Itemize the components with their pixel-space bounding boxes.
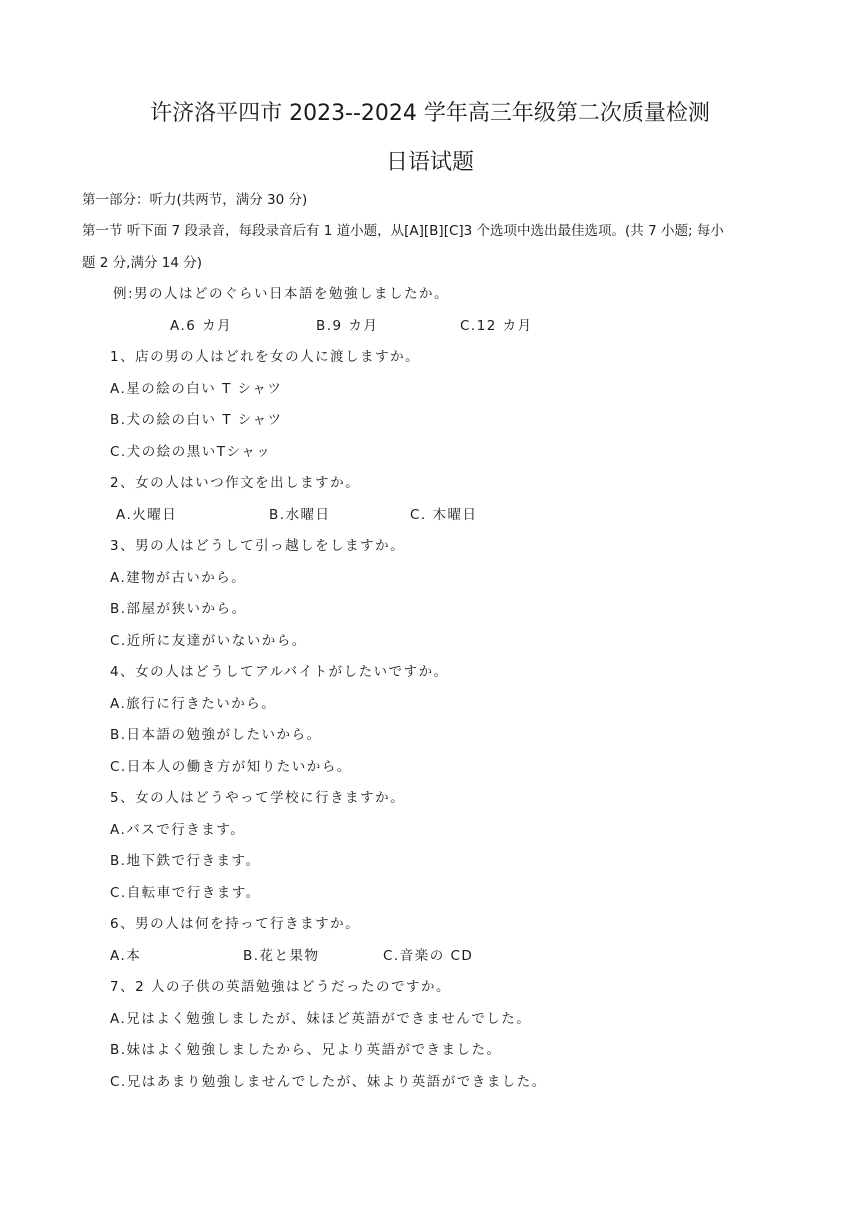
question-3-option-b: B.部屋が狭いから。 — [110, 601, 247, 617]
question-5: 5、女の人はどうやって学校に行きますか。 — [110, 790, 406, 806]
question-6-option-b: B.花と果物 — [243, 948, 320, 964]
question-1-option-b: B.犬の絵の白い T シャツ — [110, 412, 283, 428]
question-7-option-a: A.兄はよく勉強しましたが、妹ほど英語ができませんでした。 — [110, 1011, 532, 1027]
question-1-option-c: C.犬の絵の黒いTシャッ — [110, 444, 272, 460]
question-1-option-a: A.星の絵の白い T シャツ — [110, 381, 283, 397]
question-5-option-a: A.バスで行きます。 — [110, 822, 246, 838]
question-5-option-b: B.地下鉄で行きます。 — [110, 853, 261, 869]
question-2-option-a: A.火曜日 — [116, 507, 178, 523]
question-5-option-c: C.自転車で行きます。 — [110, 885, 261, 901]
example-option-c: C.12 カ月 — [460, 318, 533, 334]
question-4-option-c: C.日本人の働き方が知りたいから。 — [110, 759, 352, 775]
question-4: 4、女の人はどうしてアルバイトがしたいですか。 — [110, 664, 449, 680]
question-1: 1、店の男の人はどれを女の人に渡しますか。 — [110, 349, 421, 365]
question-2: 2、女の人はいつ作文を出しますか。 — [110, 475, 361, 491]
document-title: 许济洛平四市 2023--2024 学年高三年级第二次质量检测 — [150, 101, 710, 126]
question-6-option-c: C.音楽の CD — [383, 948, 474, 964]
question-3-option-c: C.近所に友達がいないから。 — [110, 633, 307, 649]
section-instructions-line-1: 第一节 听下面 7 段录音，每段录音后有 1 道小题，从[A][B][C]3 个选项中选出最佳选项。(共 7 小题; 每小 — [82, 223, 724, 239]
question-7-option-c: C.兄はあまり勉強しませんでしたが、妹より英語ができました。 — [110, 1074, 547, 1090]
question-2-option-b: B.水曜日 — [269, 507, 331, 523]
section-instructions-line-2: 题 2 分,满分 14 分) — [82, 255, 202, 271]
question-2-option-c: C. 木曜日 — [410, 507, 478, 523]
question-3: 3、男の人はどうして引っ越しをしますか。 — [110, 538, 406, 554]
part-heading: 第一部分：听力(共两节，满分 30 分) — [82, 192, 308, 208]
question-4-option-b: B.日本語の勉強がしたいから。 — [110, 727, 322, 743]
question-7: 7、2 人の子供の英語勉強はどうだったのですか。 — [110, 979, 451, 995]
question-3-option-a: A.建物が古いから。 — [110, 570, 247, 586]
question-7-option-b: B.妹はよく勉強しましたから、兄より英語ができました。 — [110, 1042, 502, 1058]
example-question: 例:男の人はどのぐらい日本語を勉強しましたか。 — [113, 286, 450, 302]
question-4-option-a: A.旅行に行きたいから。 — [110, 696, 277, 712]
example-option-b: B.9 カ月 — [316, 318, 379, 334]
example-option-a: A.6 カ月 — [170, 318, 233, 334]
question-6-option-a: A.本 — [110, 948, 142, 964]
question-6: 6、男の人は何を持って行きますか。 — [110, 916, 361, 932]
document-subtitle: 日语试题 — [385, 150, 474, 175]
